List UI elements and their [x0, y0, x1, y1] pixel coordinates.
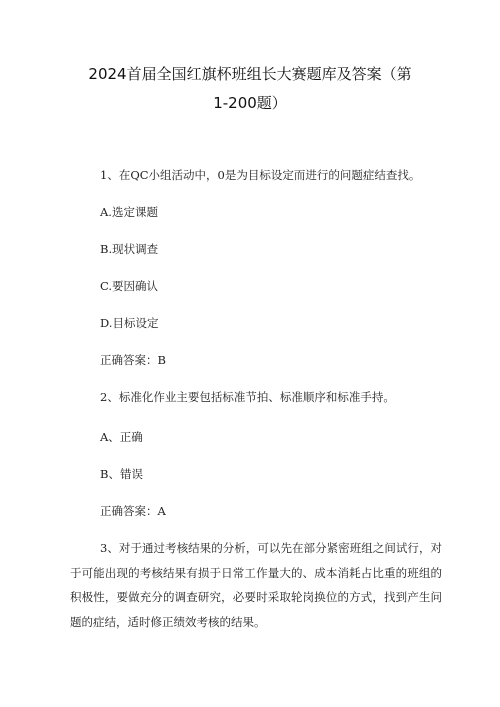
question-2-stem: 2、标准化作业主要包括标准节拍、标准顺序和标准手持。: [100, 390, 395, 404]
question-2-option-a: A、正确: [100, 430, 143, 444]
question-3-stem: 3、对于通过考核结果的分析，可以先在部分紧密班组之间试行，对于可能出现的考核结果有损于日常工作量大的、成本消耗占比重的班组的积极性，要做充分的调查研究，必要时采取轮岗换位的方式，找到产生问题的症结，适时修正绩效考核的结果。: [70, 541, 442, 629]
question-1-option-c: C.要因确认: [100, 279, 159, 293]
question-2-answer: 正确答案：A: [100, 504, 166, 518]
question-1-option-d: D.目标设定: [100, 316, 159, 330]
question-2-option-b: B、错误: [100, 467, 143, 481]
document-title-line-2: 1-200题）: [213, 94, 287, 112]
question-1-stem: 1、在QC小组活动中，0是为目标设定而进行的问题症结查找。: [100, 168, 421, 182]
question-1-answer: 正确答案：B: [100, 353, 166, 367]
document-title-line-1: 2024首届全国红旗杯班组长大赛题库及答案（第: [88, 65, 412, 83]
question-1-option-b: B.现状调查: [100, 242, 159, 256]
question-1-option-a: A.选定课题: [100, 205, 158, 219]
